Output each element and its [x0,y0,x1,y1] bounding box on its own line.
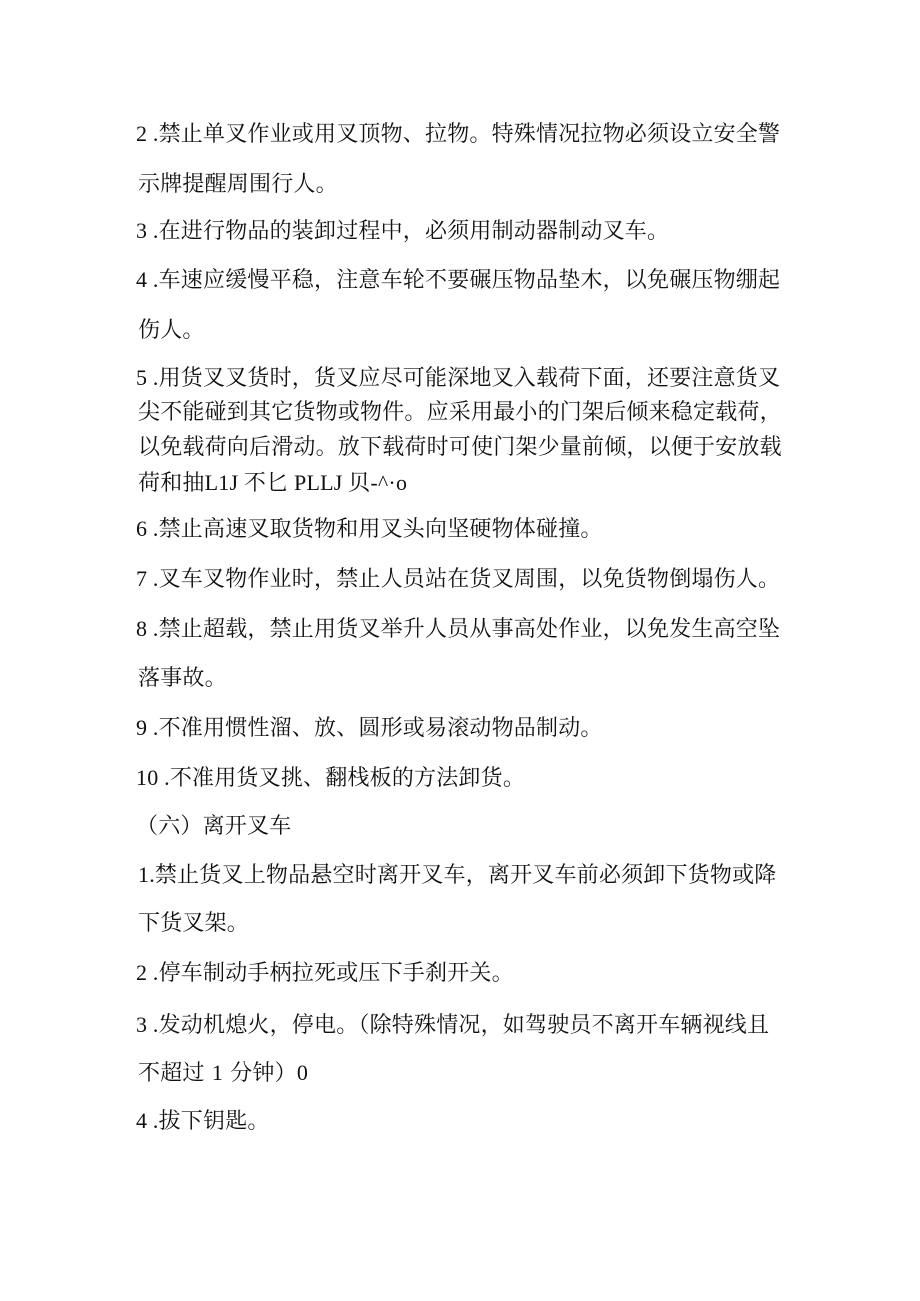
item-2-line-2: 示牌提醒周围行人。 [138,172,338,197]
section-item-1-line-1: 1.禁止货叉上物品悬空时离开叉车，离开叉车前必须卸下货物或降 [138,862,777,888]
item-4-line-2: 伤人。 [138,318,205,343]
item-5-line-3: 以免载荷向后滑动。放下载荷时可使门架少量前倾，以便于安放载 [138,435,782,460]
garbled-ocr-text: L1J 不匕 PLLJ 贝-^·o [204,470,408,495]
item-5-line-2: 尖不能碰到其它货物或物件。应采用最小的门架后倾来稳定载荷， [138,400,782,425]
item-8-line-1: 8 .禁止超载，禁止用货叉举升人员从事高处作业，以免发生高空坠 [136,616,781,642]
section-item-1-line-2: 下货叉架。 [138,911,250,936]
item-2-line-1: 2 .禁止单叉作业或用叉顶物、拉物。特殊情况拉物必须设立安全警 [136,121,781,147]
section-heading: （六）离开叉车 [136,814,292,839]
item-9-line-1: 9 .不准用惯性溜、放、圆形或易滚动物品制动。 [136,715,603,741]
item-5-line-4: 荷和抽L1J 不匕 PLLJ 贝-^·o [138,470,408,496]
section-item-4-line-1: 4 .拔下钥匙。 [136,1108,270,1134]
section-item-2-line-1: 2 .停车制动手柄拉死或压下手刹开关。 [136,960,514,986]
item-6-line-1: 6 .禁止高速叉取货物和用叉头向坚硬物体碰撞。 [136,516,603,542]
item-3-line-1: 3 .在进行物品的装卸过程中，必须用制动器制动叉车。 [136,218,670,244]
section-item-3-line-2: 不超过 1 分钟）0 [138,1060,309,1086]
item-7-line-1: 7 .叉车叉物作业时，禁止人员站在货叉周围，以免货物倒塌伤人。 [136,566,781,592]
item-5-line-1: 5 .用货叉叉货时，货叉应尽可能深地叉入载荷下面，还要注意货叉 [136,365,781,391]
section-item-3-line-1: 3 .发动机熄火，停电。（除特殊情况，如驾驶员不离开车辆视线且 [136,1012,770,1038]
item-4-line-1: 4 .车速应缓慢平稳，注意车轮不要碾压物品垫木，以免碾压物绷起 [136,267,781,293]
item-8-line-2: 落事故。 [138,666,227,691]
item-10-line-1: 10 .不准用货叉挑、翻栈板的方法卸货。 [136,765,526,791]
